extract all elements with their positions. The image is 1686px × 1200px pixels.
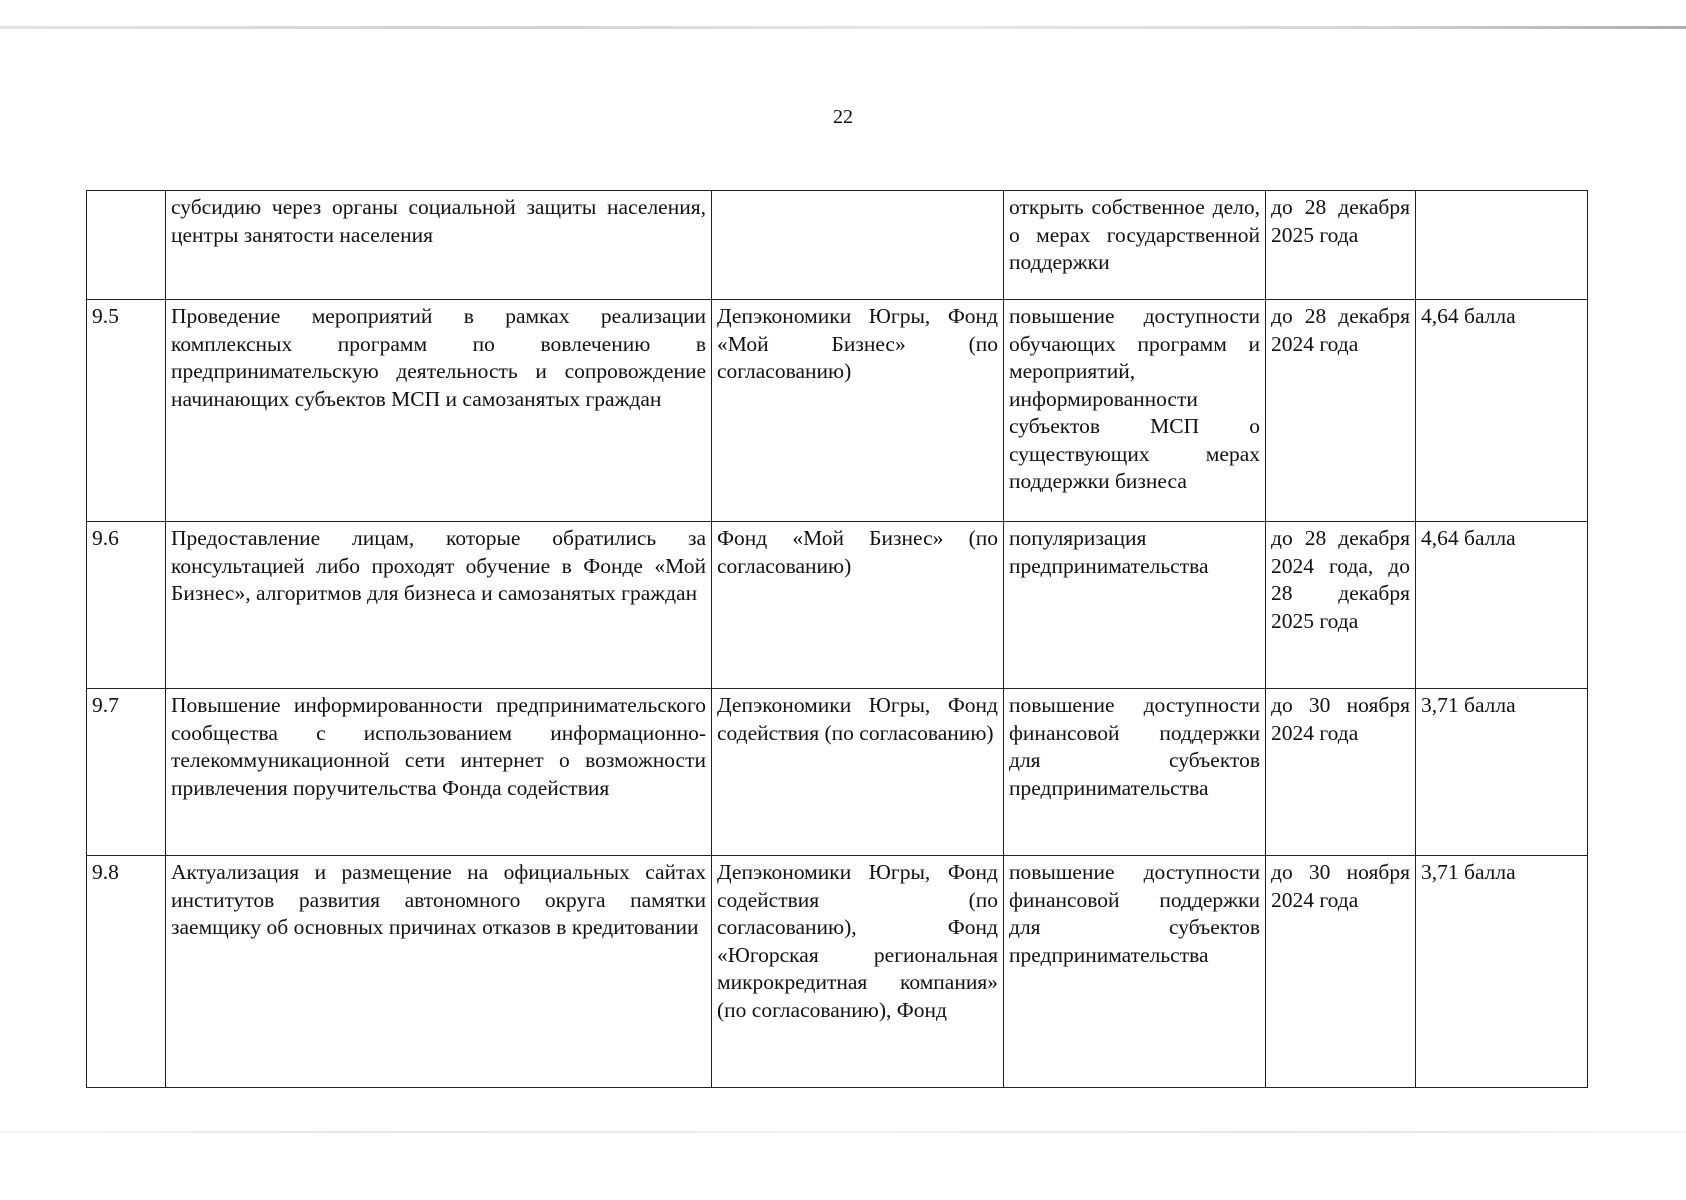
- result-cell: повышение доступности обучающих программ и мероприятий, информированности субъектов МСП о существующих мерах поддержки бизнеса: [1004, 300, 1266, 522]
- page-number: 22: [833, 106, 853, 128]
- event-cell: Проведение мероприятий в рамках реализации комплексных программ по вовлечению в предпринимательскую деятельность и сопровождение начинающих субъектов МСП и самозанятых граждан: [166, 300, 712, 522]
- event-cell: Предоставление лицам, которые обратились за консультацией либо проходят обучение в Фонде «Мой Бизнес», алгоритмов для бизнеса и самозанятых граждан: [166, 522, 712, 689]
- row-number-cell: 9.8: [87, 856, 166, 1088]
- table-row: [87, 300, 1588, 522]
- result-cell: популяризация предпринимательства: [1004, 522, 1266, 689]
- executors-cell: Депэкономики Югры, Фонд «Мой Бизнес» (по согласованию): [712, 300, 1004, 522]
- result-cell: открыть собственное дело, о мерах государственной поддержки: [1004, 191, 1266, 300]
- row-number-cell: 9.5: [87, 300, 166, 522]
- score-cell: 3,71 балла: [1416, 689, 1588, 856]
- deadline-cell: до 28 декабря 2024 года: [1266, 300, 1416, 522]
- scan-artifact-top: [0, 26, 1686, 29]
- score-cell: 3,71 балла: [1416, 856, 1588, 1088]
- row-number-cell: [87, 191, 166, 300]
- score-cell: [1416, 191, 1588, 300]
- table-row: [87, 191, 1588, 300]
- result-cell: повышение доступности финансовой поддержки для субъектов предпринимательства: [1004, 856, 1266, 1088]
- score-cell: 4,64 балла: [1416, 300, 1588, 522]
- deadline-cell: до 30 ноября 2024 года: [1266, 856, 1416, 1088]
- event-cell: Актуализация и размещение на официальных сайтах институтов развития автономного округа памятки заемщику об основных причинах отказов в кредитовании: [166, 856, 712, 1088]
- deadline-cell: до 28 декабря 2025 года: [1266, 191, 1416, 300]
- executors-cell: Депэкономики Югры, Фонд содействия (по согласованию), Фонд «Югорская региональная микрокредитная компания» (по согласованию), Фонд: [712, 856, 1004, 1088]
- event-cell: субсидию через органы социальной защиты населения, центры занятости населения: [166, 191, 712, 300]
- table-row: [87, 689, 1588, 856]
- result-cell: повышение доступности финансовой поддержки для субъектов предпринимательства: [1004, 689, 1266, 856]
- event-cell: Повышение информированности предпринимательского сообщества с использованием информационно-телекоммуникационной сети интернет о возможности привлечения поручительства Фонда содействия: [166, 689, 712, 856]
- measures-table: [86, 190, 1588, 1088]
- deadline-cell: до 30 ноября 2024 года: [1266, 689, 1416, 856]
- table-row: [87, 856, 1588, 1088]
- deadline-cell: до 28 декабря 2024 года, до 28 декабря 2025 года: [1266, 522, 1416, 689]
- executors-cell: Фонд «Мой Бизнес» (по согласованию): [712, 522, 1004, 689]
- table-row: [87, 522, 1588, 689]
- row-number-cell: 9.6: [87, 522, 166, 689]
- score-cell: 4,64 балла: [1416, 522, 1588, 689]
- executors-cell: [712, 191, 1004, 300]
- scan-artifact-bottom: [0, 1131, 1686, 1133]
- executors-cell: Депэкономики Югры, Фонд содействия (по согласованию): [712, 689, 1004, 856]
- row-number-cell: 9.7: [87, 689, 166, 856]
